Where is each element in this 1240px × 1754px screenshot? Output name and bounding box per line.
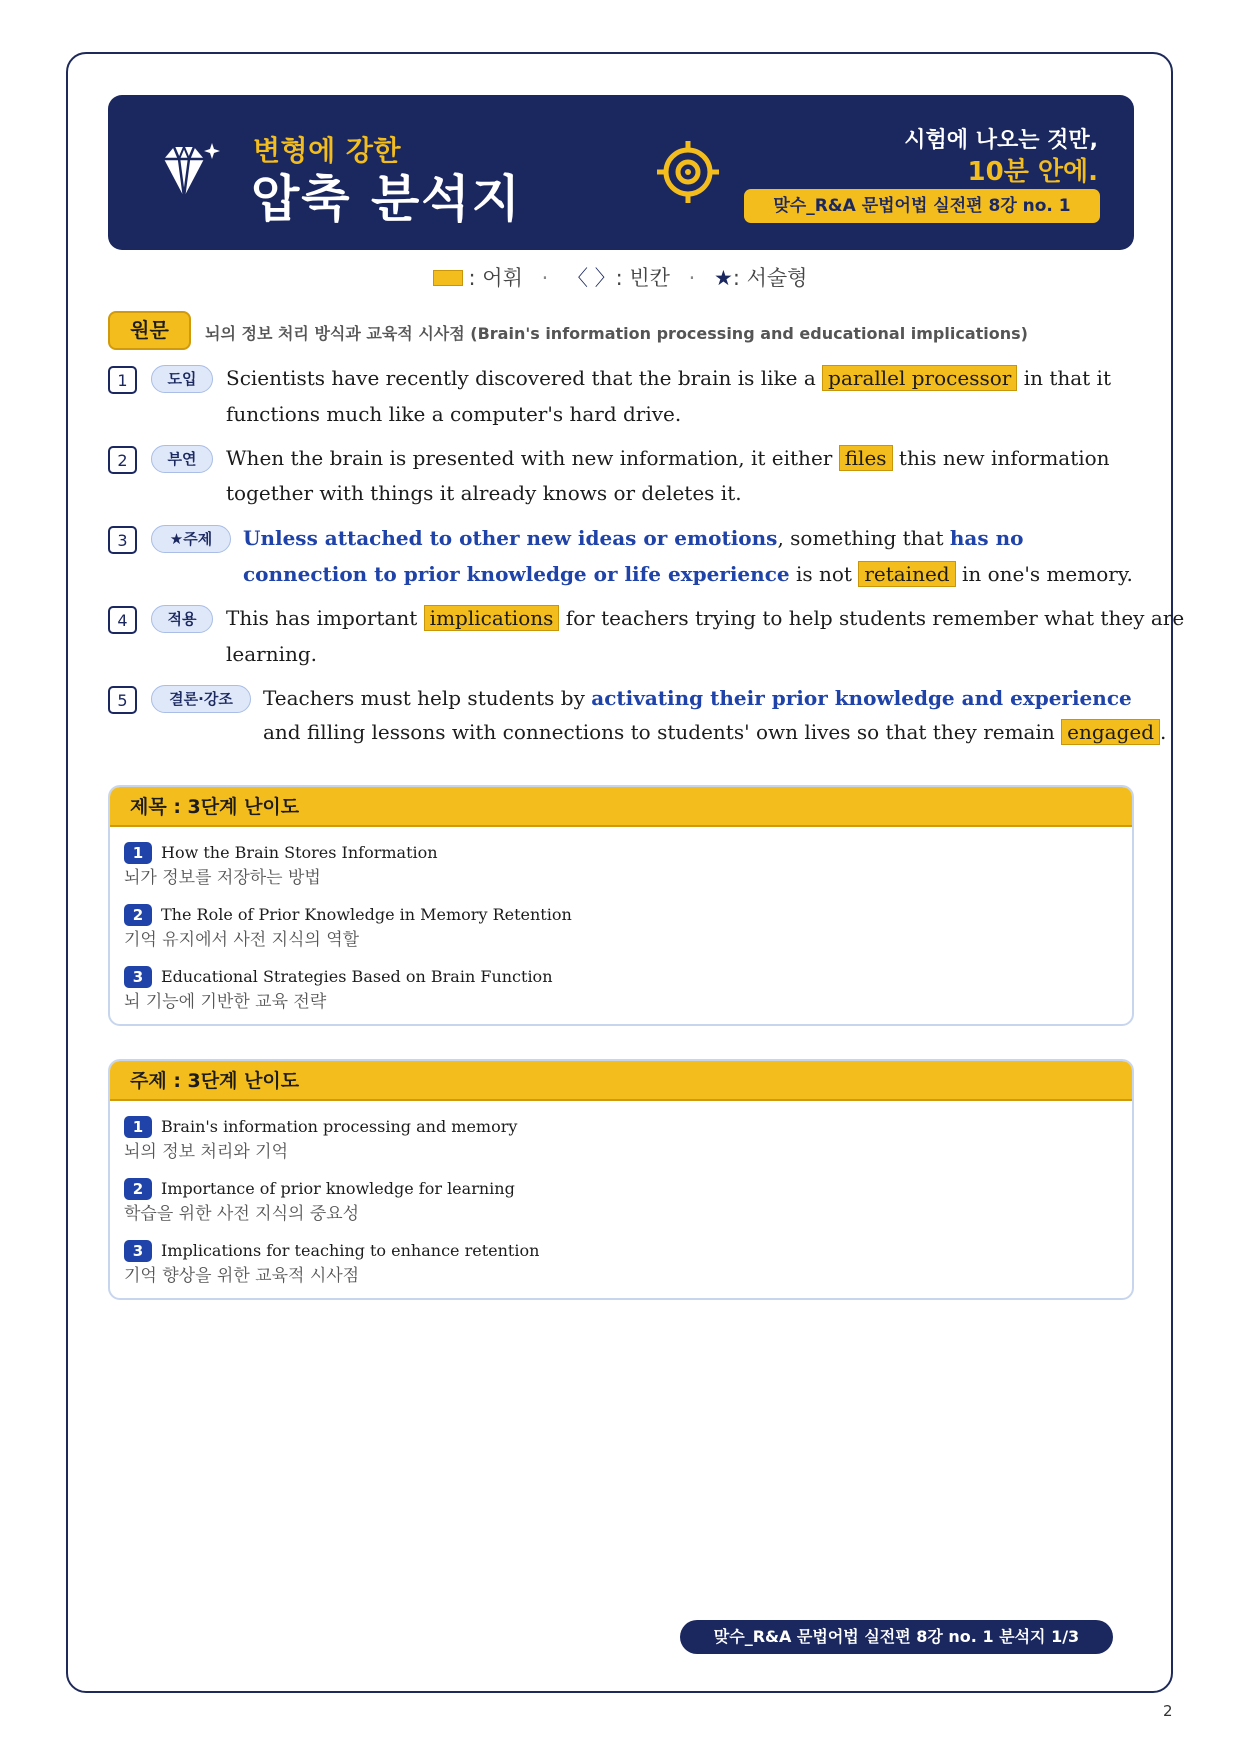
header-banner — [108, 95, 1134, 250]
sentence-role: 부연 — [151, 445, 213, 473]
title-box-header: 제목 : 3단계 난이도 — [110, 787, 1132, 827]
sentence-number: 1 — [108, 366, 137, 394]
sentence-role: 적용 — [151, 605, 213, 633]
target-icon — [655, 139, 721, 205]
sentence-number: 3 — [108, 526, 137, 554]
diamond-icon — [156, 139, 222, 205]
sentence-line: connection to prior knowledge or life experience is not retained in one's memory. — [243, 562, 1133, 586]
vocab-highlight: parallel processor — [822, 365, 1017, 391]
legend-vocab: : 어휘 — [468, 266, 523, 290]
sentence-number: 2 — [108, 446, 137, 474]
legend-blank: : 빈칸 — [615, 266, 670, 290]
sentence-line: Scientists have recently discovered that the brain is like a parallel processor in that it — [226, 366, 1111, 390]
vocab-swatch — [433, 270, 463, 286]
sentence-line: learning. — [226, 642, 318, 666]
course-label: 맞수_R&A 문법어법 실전편 8강 no. 1 — [744, 189, 1100, 223]
sentence-line: This has important implications for teachers trying to help students remember what they are — [226, 606, 1185, 630]
page-number: 2 — [1163, 1702, 1173, 1720]
sentence-line: and filling lessons with connections to students' own lives so that they remain engaged . — [263, 720, 1167, 744]
vocab-highlight: retained — [858, 561, 955, 587]
topic-box-header: 주제 : 3단계 난이도 — [110, 1061, 1132, 1101]
title-options-box: 제목 : 3단계 난이도 1 How the Brain Stores Information 뇌가 정보를 저장하는 방법 2 The Role of Prior Knowledge in Memory Retention 기억 유지에서 사전 지식의 역할 3 Educational Strategies Based on Brain Function 뇌 기능에 기반한 교육 전략 — [108, 785, 1134, 1026]
header-tagline: 시험에 나오는 것만, — [904, 128, 1098, 153]
sentence-role: 도입 — [151, 365, 213, 393]
sentence-line: Unless attached to other new ideas or emotions, something that has no — [243, 526, 1024, 550]
header-title: 압축 분석지 — [251, 170, 522, 228]
source-title: 뇌의 정보 처리 방식과 교육적 시사점 (Brain's information processing and educational implications) — [205, 324, 1028, 343]
sentence-line: together with things it already knows or deletes it. — [226, 481, 742, 505]
header-subtitle: 변형에 강한 — [253, 134, 401, 167]
sentence-line: When the brain is presented with new information, it either files this new information — [226, 446, 1110, 470]
source-badge: 원문 — [108, 311, 191, 350]
sentence-line: functions much like a computer's hard drive. — [226, 402, 682, 426]
sentence-line: Teachers must help students by activating their prior knowledge and experience — [263, 686, 1132, 710]
legend: : 어휘 · 〈 〉: 빈칸 · ★: 서술형 — [0, 262, 1240, 292]
vocab-highlight: engaged — [1061, 719, 1160, 745]
sentence-role: ★주제 — [151, 525, 231, 553]
footer-label: 맞수_R&A 문법어법 실전편 8강 no. 1 분석지 1/3 — [680, 1620, 1113, 1654]
vocab-highlight: files — [839, 445, 893, 471]
sentence-role: 결론·강조 — [151, 685, 251, 713]
blank-symbol: 〈 〉 — [566, 266, 616, 290]
vocab-highlight: implications — [424, 605, 560, 631]
topic-options-box: 주제 : 3단계 난이도 1 Brain's information processing and memory 뇌의 정보 처리와 기억 2 Importance of prior knowledge for learning 학습을 위한 사전 지식의 중요성 3 Implications for teaching to enhance retention 기억 향상을 위한 교육적 시사점 — [108, 1059, 1134, 1300]
header-tagline-time: 10분 안에. — [967, 157, 1098, 187]
sentence-number: 5 — [108, 686, 137, 714]
star-icon: ★ — [714, 266, 733, 290]
sentence-number: 4 — [108, 606, 137, 634]
legend-essay: : 서술형 — [732, 266, 808, 290]
